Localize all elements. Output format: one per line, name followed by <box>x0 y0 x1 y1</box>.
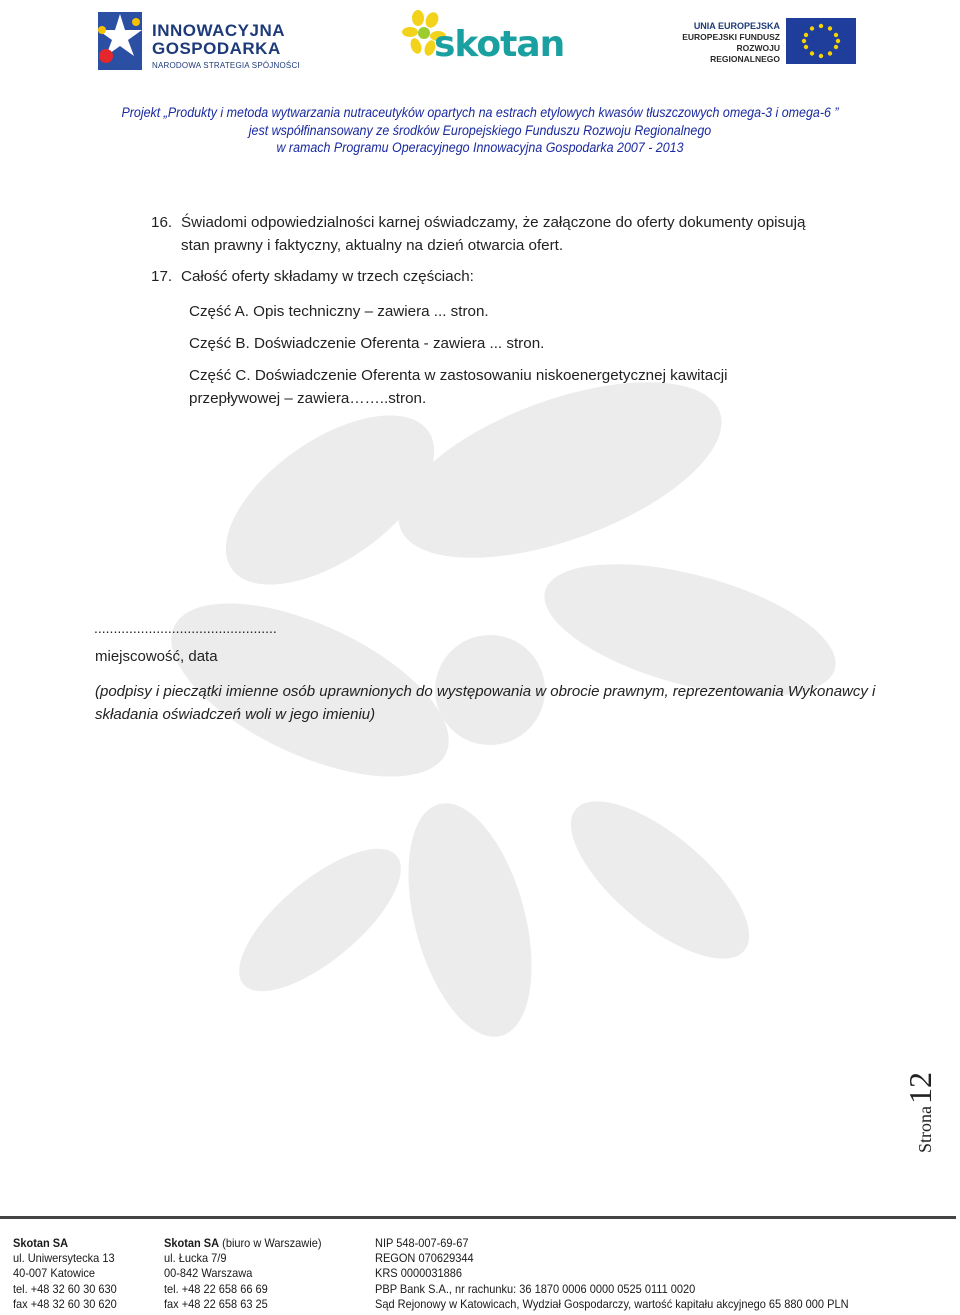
ig-star-icon <box>92 8 148 74</box>
footer-col-registry <box>375 1236 873 1312</box>
footer-warsaw-name: Skotan SA <box>164 1237 220 1250</box>
ig-line1: INNOWACYJNA <box>152 21 286 40</box>
page-number-value: 12 <box>902 1072 938 1104</box>
item-17-number: 17. <box>151 268 173 285</box>
page-number <box>902 1055 938 1155</box>
eu-logo <box>668 18 858 66</box>
header-logos <box>0 0 960 95</box>
ue-line3: ROZWOJU REGIONALNEGO <box>710 43 780 64</box>
footer-krs: KRS 0000031886 <box>375 1267 462 1281</box>
footer-warsaw-address: ul. Łucka 7/9 <box>164 1252 227 1266</box>
ig-line2: GOSPODARKA <box>152 39 281 58</box>
footer-nip: NIP 548-007-69-67 <box>375 1237 469 1250</box>
project-description <box>0 104 960 157</box>
footer-court: Sąd Rejonowy w Katowicach, Wydział Gospodarczy, wartość kapitału akcyjnego 65 880 000 PLN <box>375 1297 849 1311</box>
ue-line2: EUROPEJSKI FUNDUSZ <box>682 32 780 42</box>
project-line-1: Projekt „Produkty i metoda wytwarzania nutraceutyków opartych na estrach etylowych kwasów tłuszczowych omega-3 i omega-6 ” <box>121 105 839 120</box>
eu-flag-icon <box>786 18 856 64</box>
footer-regon: REGON 070629344 <box>375 1252 474 1266</box>
footer-col-warszawa <box>164 1236 330 1312</box>
place-date-label: miejscowość, data <box>95 648 218 665</box>
footer-warsaw-suffix: (biuro w Warszawie) <box>219 1237 322 1250</box>
part-b: Część B. Doświadczenie Oferenta - zawiera ... stron. <box>189 335 545 352</box>
item-16-line-1: Świadomi odpowiedzialności karnej oświadczamy, że załączone do oferty dokumenty opisują <box>181 214 806 231</box>
ue-line1: UNIA EUROPEJSKA <box>693 21 780 31</box>
skotan-logo <box>402 10 572 70</box>
footer-bank: PBP Bank S.A., nr rachunku: 36 1870 0006 0000 0525 0111 0020 <box>375 1282 696 1296</box>
footer-warsaw-city: 00-842 Warszawa <box>164 1267 253 1281</box>
footer-address: ul. Uniwersytecka 13 <box>13 1252 115 1266</box>
page-label: Strona <box>915 1106 935 1153</box>
signature-note: (podpisy i pieczątki imienne osób uprawnionych do występowania w obrocie prawnym, reprezentowania Wykonawcy i składania oświadczeń woli w jego imieniu) <box>95 683 876 723</box>
footer-divider <box>0 1216 956 1219</box>
ig-subtitle: NARODOWA STRATEGIA SPÓJNOŚCI <box>152 61 300 70</box>
project-line-3: w ramach Programu Operacyjnego Innowacyjna Gospodarka 2007 - 2013 <box>276 140 684 155</box>
footer-company-name: Skotan SA <box>13 1237 69 1250</box>
footer-warsaw-fax: fax +48 22 658 63 25 <box>164 1297 268 1311</box>
footer-city: 40-007 Katowice <box>13 1267 96 1281</box>
part-a: Część A. Opis techniczny – zawiera ... stron. <box>189 303 489 320</box>
footer-fax: fax +48 32 60 30 620 <box>13 1297 117 1311</box>
watermark-flower <box>0 360 960 1160</box>
signature-dots: ............................................... <box>94 620 277 636</box>
item-17-line-1: Całość oferty składamy w trzech częściach: <box>181 268 474 285</box>
part-c-line-2: przepływowej – zawiera……..stron. <box>189 390 427 407</box>
skotan-wordmark: skotan <box>434 24 565 65</box>
footer-warsaw-tel: tel. +48 22 658 66 69 <box>164 1282 268 1296</box>
footer-col-katowice <box>13 1236 122 1312</box>
part-c-line-1: Część C. Doświadczenie Oferenta w zastosowaniu niskoenergetycznej kawitacji <box>189 367 728 384</box>
footer-tel: tel. +48 32 60 30 630 <box>13 1282 117 1296</box>
item-16-line-2: stan prawny i faktyczny, aktualny na dzień otwarcia ofert. <box>181 237 564 254</box>
item-16-number: 16. <box>151 214 173 231</box>
project-line-2: jest współfinansowany ze środków Europejskiego Funduszu Rozwoju Regionalnego <box>248 122 712 138</box>
innowacyjna-gospodarka-logo <box>92 8 302 74</box>
